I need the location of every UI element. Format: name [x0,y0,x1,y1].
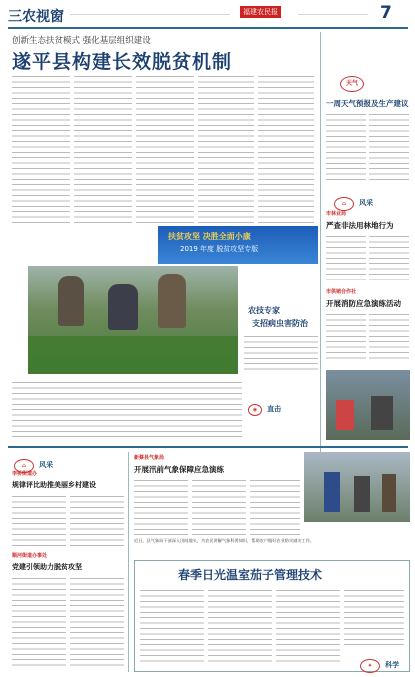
lead-body-col-1 [12,74,70,226]
photo-caption-title-1: 农技专家 [248,306,280,315]
wind-badge-icon: ⌂ [334,197,354,211]
bottom-left-badge-label: 风采 [39,460,54,469]
bottom-mid-body-2 [192,478,246,536]
bottom-left-item2-body-2 [70,576,124,666]
camera-icon: ◉ [248,404,262,416]
photo-bottom-caption: 近日，县气象局干部深入田间地头，为农民讲解气象科普知识，帮助农户做好农业防灾减灾工作。 [134,538,315,543]
masthead-rule [8,27,408,29]
weather-body-1 [326,112,366,182]
direct-badge-label: 直击 [267,404,282,413]
wind-item1-body-2 [369,234,409,280]
wind-item2-source: 市供销合作社 [326,289,357,295]
date-line [298,12,368,17]
lead-kicker: 创新生态扶贫模式 强化基层组织建设 [12,36,151,46]
column-divider-right [320,32,321,452]
lead-body-col-4 [198,74,254,226]
science-badge [360,652,399,673]
wind-item1-body-1 [326,234,366,280]
wind-item2-body-2 [369,312,409,362]
section-title: 三农视窗 [8,9,64,25]
lower-left-body [12,380,242,440]
bottom-mid-title: 开展汛前气象保障应急演练 [134,465,224,474]
weather-body-2 [369,112,409,182]
masthead-info-line [70,12,230,17]
bottom-main-body-4 [344,588,404,648]
bottom-left-item2-body-1 [12,576,66,666]
banner-ad [158,226,318,264]
bottom-mid-source: 新蔡县气象局 [134,455,165,461]
paper-name: 福建农民报 [240,6,281,18]
lead-body-col-3 [136,74,194,226]
bottom-mid-body-1 [134,478,188,536]
bottom-main-body-3 [276,588,340,666]
wind-item1-source: 市林业局 [326,211,347,217]
wind-item1-title: 严查非法用林地行为 [326,221,394,230]
bottom-left-badge-icon: ⌂ [14,459,34,473]
science-badge-icon: ✦ [360,659,380,673]
wind-badge [334,190,373,211]
section-rule-mid [8,446,408,448]
photo-farmers-field [28,266,238,374]
lead-body-col-5 [258,74,314,226]
lead-headline: 遂平县构建长效脱贫机制 [12,51,233,73]
bottom-left-item2-title: 党建引领助力脱贫攻坚 [12,563,82,571]
bottom-left-item1-title: 规律评比助推美丽乡村建设 [12,481,96,489]
banner-line-2: 2019 年度 脱贫攻坚专版 [180,245,259,253]
weather-title: 一周天气预报及生产建议 [326,99,409,108]
bottom-left-item1-body-1 [12,494,66,546]
bottom-main-title: 春季日光温室茄子管理技术 [178,568,323,582]
bottom-main-body-1 [140,588,204,666]
weather-badge [340,70,364,92]
bottom-left-item1-body-2 [70,494,124,546]
bottom-left-item2-source: 顺河街道办事处 [12,553,48,559]
wind-item2-body-1 [326,312,366,362]
bottom-main-body-2 [208,588,272,666]
photo-caption-text [244,334,318,370]
photo-weather-outreach [304,452,410,522]
lead-body-col-2 [74,74,132,226]
page-number: 7 [380,3,392,23]
photo-caption-title-2: 支招病虫害防治 [252,319,308,328]
bottom-left-item1-source: 李桥街道办 [12,471,38,477]
column-divider-bottom [128,452,129,672]
banner-line-1: 扶贫攻坚 决胜全面小康 [168,232,251,241]
direct-badge [248,396,281,416]
masthead [8,3,408,26]
weather-badge-icon: 天气 [340,76,364,92]
science-badge-label: 科学 [385,660,400,669]
photo-fire-drill [326,370,410,440]
wind-item2-title: 开展消防应急演练活动 [326,299,401,308]
wind-badge-label: 风采 [359,198,374,207]
bottom-mid-body-3 [250,478,300,536]
